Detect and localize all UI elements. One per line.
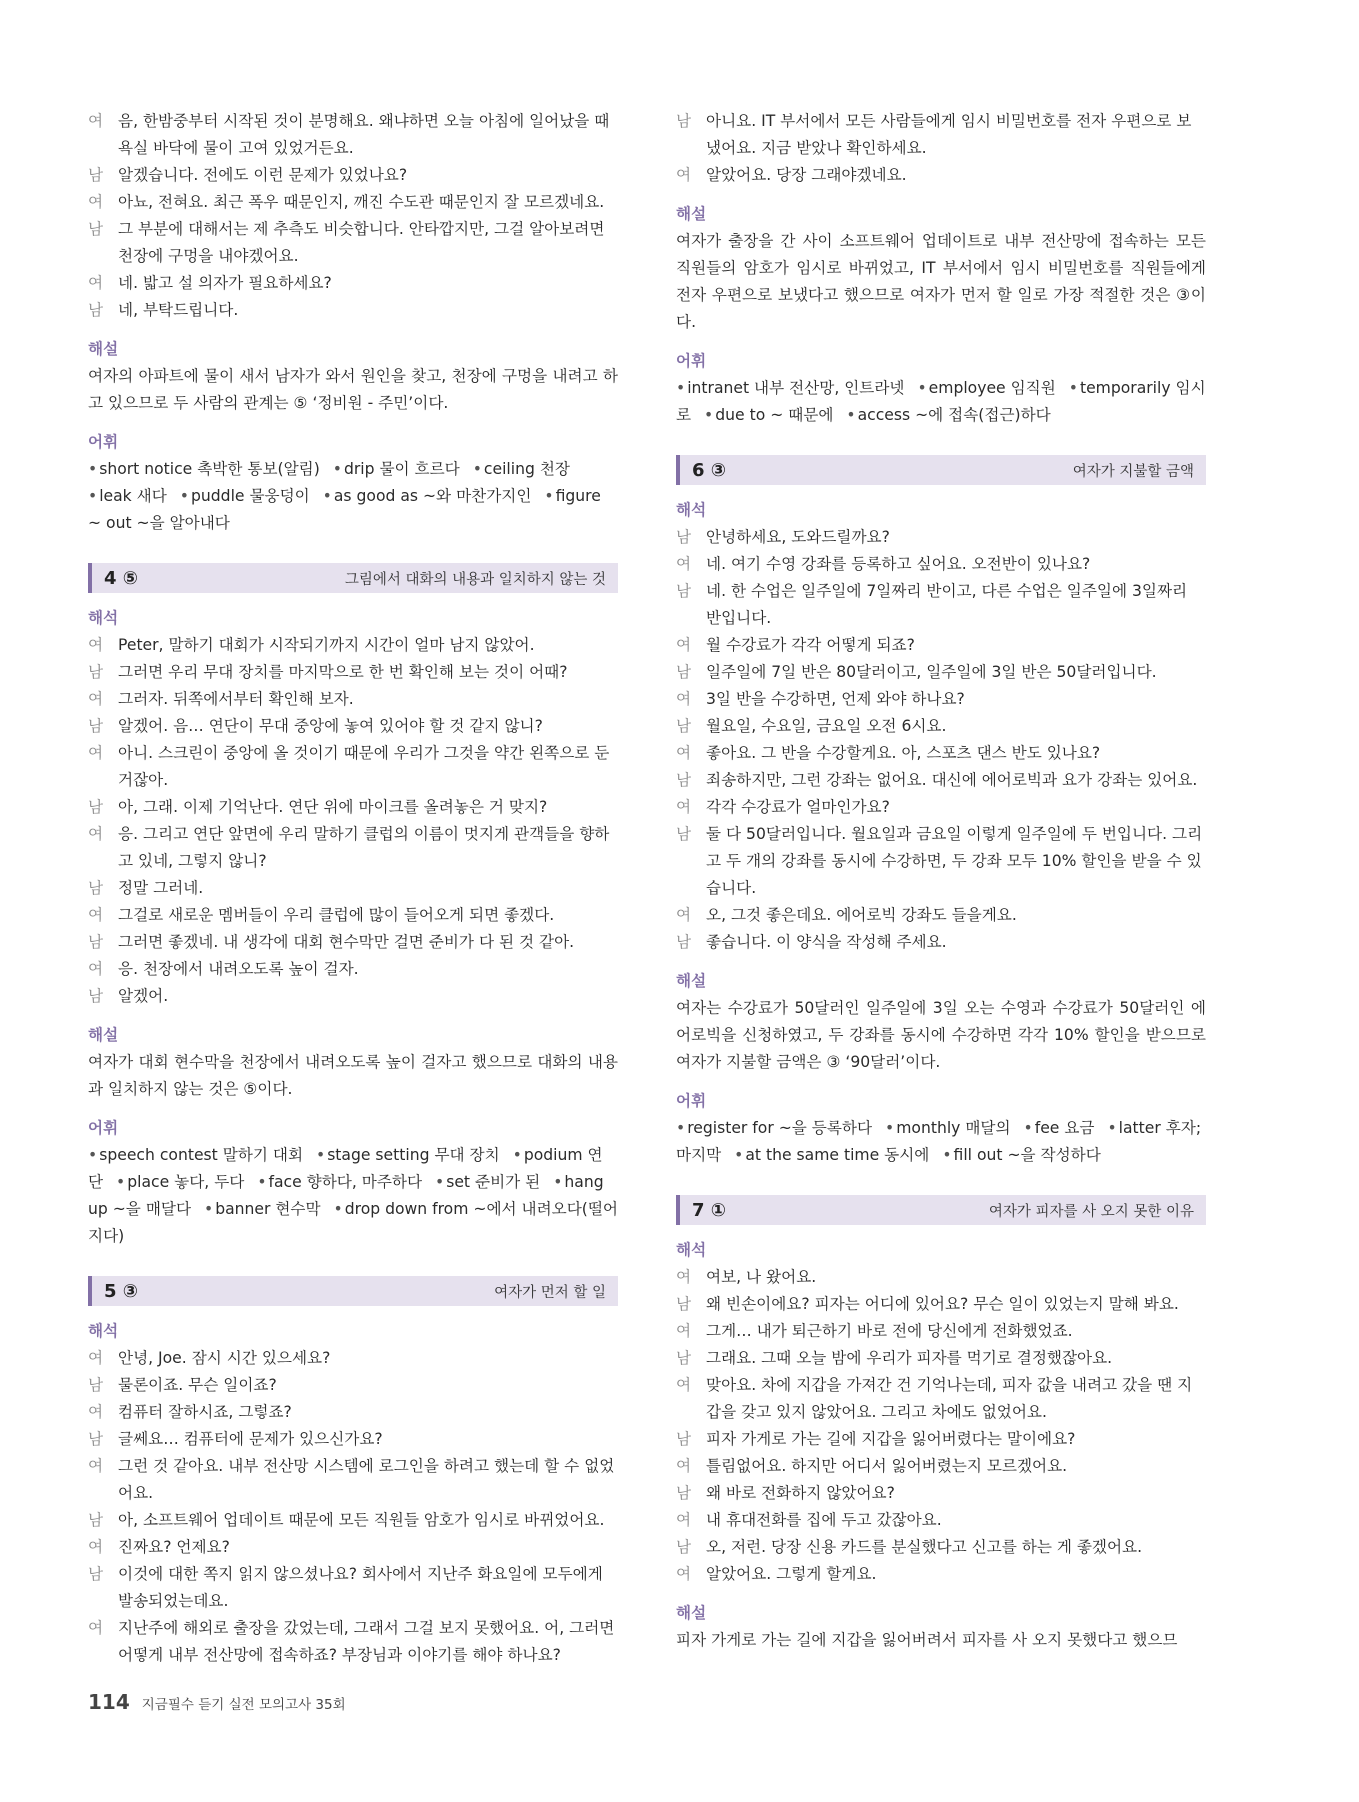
vocabulary-list — [676, 1115, 1206, 1169]
page-footer — [88, 1690, 346, 1714]
dialogue-text: 틀림없어요. 하지만 어디서 잃어버렸는지 모르겠어요. — [706, 1457, 1068, 1475]
vocab-item — [885, 1119, 1011, 1137]
dialogue-line — [676, 1426, 1206, 1453]
vocab-item — [88, 460, 320, 478]
speaker-label: 여 — [676, 1322, 692, 1340]
dialogue-text: 아니요. IT 부서에서 모든 사람들에게 임시 비밀번호를 전자 우편으로 보냈어요. 지금 받았나 확인하세요. — [706, 112, 1192, 157]
explanation-paragraph: 여자의 아파트에 물이 새서 남자가 와서 원인을 찾고, 천장에 구멍을 내려고 하고 있으므로 두 사람의 관계는 ⑤ ‘정비원 - 주민’이다. — [88, 367, 618, 412]
dialogue-line — [676, 929, 1206, 956]
dialogue-text: 둘 다 50달러입니다. 월요일과 금요일 이렇게 일주일에 두 번입니다. 그리고 두 개의 강좌를 동시에 수강하면, 두 강좌 모두 10% 할인을 받을 수 있습니다. — [706, 825, 1203, 897]
dialogue-line — [88, 659, 618, 686]
vocab-text: face 향하다, 마주하다 — [268, 1173, 423, 1191]
vocab-text: short notice 촉박한 통보(알림) — [99, 460, 320, 478]
dialogue-text: 알겠어. 음… 연단이 무대 중앙에 놓여 있어야 할 것 같지 않니? — [118, 717, 543, 735]
bullet-icon: • — [544, 487, 554, 505]
vocab-text: monthly 매달의 — [896, 1119, 1011, 1137]
dialogue-text: 정말 그러네. — [118, 879, 204, 897]
bullet-icon: • — [704, 406, 714, 424]
speaker-label: 남 — [676, 1430, 692, 1448]
dialogue-text: 네. 여기 수영 강좌를 등록하고 싶어요. 오전반이 있나요? — [706, 555, 1091, 573]
speaker-label: 남 — [676, 112, 692, 130]
speaker-label: 남 — [88, 663, 104, 681]
dialogue-text: 그런 것 같아요. 내부 전산망 시스템에 로그인을 하려고 했는데 할 수 없었어요. — [118, 1457, 615, 1502]
speaker-label: 남 — [676, 1538, 692, 1556]
vocab-item — [88, 1146, 303, 1164]
vocab-item — [257, 1173, 422, 1191]
speaker-label: 남 — [88, 717, 104, 735]
dialogue-line — [88, 270, 618, 297]
speaker-label: 여 — [676, 690, 692, 708]
dialogue-line — [676, 524, 1206, 551]
dialogue-text: 알겠어. — [118, 987, 169, 1005]
bullet-icon: • — [179, 487, 189, 505]
bullet-icon: • — [942, 1146, 952, 1164]
dialogue-line — [676, 632, 1206, 659]
question-number: 6 ③ — [692, 459, 727, 481]
section-heading: 해설 — [676, 205, 707, 223]
bullet-icon: • — [734, 1146, 744, 1164]
bullet-icon: • — [1023, 1119, 1033, 1137]
dialogue-text: 오, 그것 좋은데요. 에어로빅 강좌도 들을게요. — [706, 906, 1017, 924]
vocab-item — [734, 1146, 929, 1164]
dialogue-text: 음, 한밤중부터 시작된 것이 분명해요. 왜냐하면 오늘 아침에 일어났을 때 욕실 바닥에 물이 고여 있었거든요. — [118, 112, 610, 157]
dialogue-line — [88, 686, 618, 713]
vocab-item — [917, 379, 1055, 397]
section-heading: 어휘 — [676, 1092, 707, 1110]
vocab-text: fill out ~을 작성하다 — [953, 1146, 1101, 1164]
speaker-label: 여 — [676, 1457, 692, 1475]
dialogue-text: 오, 저런. 당장 신용 카드를 분실했다고 신고를 하는 게 좋겠어요. — [706, 1538, 1143, 1556]
dialogue-text: 각각 수강료가 얼마인가요? — [706, 798, 890, 816]
left-column — [88, 108, 618, 1669]
speaker-label: 남 — [88, 166, 104, 184]
dialogue-line — [88, 821, 618, 875]
vocab-text: banner 현수막 — [215, 1200, 321, 1218]
dialogue-line — [88, 1426, 618, 1453]
dialogue-text: 아, 소프트웨어 업데이트 때문에 모든 직원들 암호가 임시로 바뀌었어요. — [118, 1511, 605, 1529]
dialogue-line — [676, 1534, 1206, 1561]
dialogue-text: 좋습니다. 이 양식을 작성해 주세요. — [706, 933, 947, 951]
dialogue-text: 그걸로 새로운 멤버들이 우리 클럽에 많이 들어오게 되면 좋겠다. — [118, 906, 555, 924]
section-heading: 해석 — [88, 609, 119, 627]
section-heading: 해설 — [88, 1026, 119, 1044]
speaker-label: 여 — [88, 690, 104, 708]
vocab-text: podium 연단 — [88, 1146, 603, 1191]
dialogue-text: 아, 그래. 이제 기억난다. 연단 위에 마이크를 올려놓은 거 맞지? — [118, 798, 548, 816]
vocab-item — [846, 406, 1050, 424]
speaker-label: 여 — [676, 1376, 692, 1394]
vocabulary-list — [676, 375, 1206, 429]
bullet-icon: • — [315, 1146, 326, 1164]
dialogue-text: 월요일, 수요일, 금요일 오전 6시요. — [706, 717, 947, 735]
speaker-label: 남 — [676, 1484, 692, 1502]
speaker-label: 여 — [676, 1268, 692, 1286]
dialogue-text: 알았어요. 당장 그래야겠네요. — [706, 166, 907, 184]
speaker-label: 여 — [676, 798, 692, 816]
vocab-text: speech contest 말하기 대회 — [99, 1146, 304, 1164]
section-heading: 해설 — [676, 1604, 707, 1622]
vocab-item — [473, 460, 570, 478]
bullet-icon: • — [333, 1200, 343, 1218]
vocab-item — [323, 487, 532, 505]
dialogue-line — [88, 216, 618, 270]
dialogue-text: 그 부분에 대해서는 제 추측도 비슷합니다. 안타깝지만, 그걸 알아보려면 천장에 구멍을 내야겠어요. — [118, 220, 605, 265]
dialogue-text: 네. 한 수업은 일주일에 7일짜리 반이고, 다른 수업은 일주일에 3일짜리 반입니다. — [706, 582, 1188, 627]
speaker-label: 남 — [88, 301, 104, 319]
book-title: 지금필수 듣기 실전 모의고사 35회 — [141, 1697, 346, 1713]
speaker-label: 남 — [676, 717, 692, 735]
dialogue-text: 응. 그리고 연단 앞면에 우리 말하기 클럽의 이름이 멋지게 관객들을 향하고 있네, 그렇지 않니? — [118, 825, 610, 870]
dialogue-text: 응. 천장에서 내려오도록 높이 걸자. — [118, 960, 359, 978]
speaker-label: 여 — [88, 112, 104, 130]
speaker-label: 남 — [676, 1349, 692, 1367]
vocab-text: drop down from ~에서 내려오다(떨어지다) — [88, 1200, 618, 1245]
dialogue-line — [676, 162, 1206, 189]
dialogue-text: 안녕, Joe. 잠시 시간 있으세요? — [118, 1349, 331, 1367]
bullet-icon: • — [1068, 379, 1078, 397]
speaker-label: 남 — [88, 987, 104, 1005]
dialogue-text: 내 휴대전화를 집에 두고 갔잖아요. — [706, 1511, 942, 1529]
vocab-item — [88, 487, 167, 505]
vocab-text: figure ~ out ~을 알아내다 — [88, 487, 601, 532]
dialogue-text: 그러면 좋겠네. 내 생각에 대회 현수막만 걸면 준비가 다 된 것 같아. — [118, 933, 575, 951]
vocab-text: puddle 물웅덩이 — [190, 487, 310, 505]
dialogue-text: 알겠습니다. 전에도 이런 문제가 있었나요? — [118, 166, 408, 184]
bullet-icon: • — [88, 487, 98, 505]
dialogue-text: 안녕하세요, 도와드릴까요? — [706, 528, 890, 546]
bullet-icon: • — [203, 1200, 214, 1218]
question-topic: 여자가 지불할 금액 — [1072, 463, 1194, 480]
dialogue-line — [88, 713, 618, 740]
question-number: 7 ① — [692, 1199, 727, 1221]
dialogue-line — [88, 875, 618, 902]
section-heading: 어휘 — [88, 1119, 119, 1137]
vocab-text: drip 물이 흐르다 — [343, 460, 460, 478]
speaker-label: 여 — [88, 1349, 104, 1367]
dialogue-text: 이것에 대한 쪽지 읽지 않으셨나요? 회사에서 지난주 화요일에 모두에게 발송되었는데요. — [118, 1565, 603, 1610]
question-header-bar — [676, 455, 1206, 485]
bullet-icon: • — [512, 1146, 522, 1164]
vocabulary-list — [88, 1142, 618, 1250]
vocab-text: due to ~ 때문에 — [715, 406, 834, 424]
speaker-label: 여 — [88, 744, 104, 762]
dialogue-text: 진짜요? 언제요? — [118, 1538, 230, 1556]
speaker-label: 남 — [88, 1511, 104, 1529]
dialogue-text: 물론이죠. 무슨 일이죠? — [118, 1376, 277, 1394]
dialogue-text: 알았어요. 그렇게 할게요. — [706, 1565, 877, 1583]
bullet-icon: • — [472, 460, 482, 478]
dialogue-text: 아뇨, 전혀요. 최근 폭우 때문인지, 깨진 수도관 때문인지 잘 모르겠네요. — [118, 193, 605, 211]
question-topic: 여자가 피자를 사 오지 못한 이유 — [988, 1203, 1194, 1220]
question-header-bar — [676, 1195, 1206, 1225]
dialogue-line — [676, 1372, 1206, 1426]
vocab-text: as good as ~와 마찬가지인 — [333, 487, 532, 505]
dialogue-text: 피자 가게로 가는 길에 지갑을 잃어버렸다는 말이에요? — [706, 1430, 1076, 1448]
dialogue-text: 그러자. 뒤쪽에서부터 확인해 보자. — [118, 690, 354, 708]
dialogue-text: 글쎄요… 컴퓨터에 문제가 있으신가요? — [118, 1430, 383, 1448]
dialogue-line — [88, 983, 618, 1010]
dialogue-line — [88, 1372, 618, 1399]
dialogue-line — [88, 1615, 618, 1669]
dialogue-text: Peter, 말하기 대회가 시작되기까지 시간이 얼마 남지 않았어. — [118, 636, 535, 654]
vocab-item — [676, 379, 905, 397]
bullet-icon: • — [676, 379, 686, 397]
speaker-label: 여 — [88, 960, 104, 978]
section-heading: 해석 — [88, 1322, 119, 1340]
right-column — [676, 108, 1206, 1654]
vocab-item — [1024, 1119, 1095, 1137]
speaker-label: 남 — [676, 528, 692, 546]
question-topic: 그림에서 대화의 내용과 일치하지 않는 것 — [344, 571, 606, 588]
dialogue-line — [88, 1534, 618, 1561]
speaker-label: 여 — [88, 1619, 104, 1637]
dialogue-line — [88, 956, 618, 983]
speaker-label: 남 — [88, 1376, 104, 1394]
question-number: 5 ③ — [104, 1280, 139, 1302]
dialogue-text: 그러면 우리 무대 장치를 마지막으로 한 번 확인해 보는 것이 어때? — [118, 663, 568, 681]
speaker-label: 여 — [676, 555, 692, 573]
dialogue-line — [676, 1480, 1206, 1507]
dialogue-line — [676, 1291, 1206, 1318]
vocab-text: place 놓다, 두다 — [127, 1173, 245, 1191]
section-heading: 해석 — [676, 501, 707, 519]
dialogue-line — [676, 1561, 1206, 1588]
speaker-label: 여 — [88, 193, 104, 211]
question-header-bar — [88, 1276, 618, 1306]
speaker-label: 남 — [676, 1295, 692, 1313]
dialogue-line — [676, 108, 1206, 162]
vocab-item — [180, 487, 310, 505]
dialogue-text: 아니. 스크린이 중앙에 올 것이기 때문에 우리가 그것을 약간 왼쪽으로 둔 거잖아. — [118, 744, 610, 789]
dialogue-line — [676, 713, 1206, 740]
dialogue-line — [676, 1345, 1206, 1372]
dialogue-text: 왜 빈손이에요? 피자는 어디에 있어요? 무슨 일이 있었는지 말해 봐요. — [706, 1295, 1179, 1313]
vocab-item — [676, 1119, 872, 1137]
vocab-text: hang up ~을 매달다 — [88, 1173, 604, 1218]
dialogue-text: 그게… 내가 퇴근하기 바로 전에 당신에게 전화했었죠. — [706, 1322, 1073, 1340]
dialogue-text: 월 수강료가 각각 어떻게 되죠? — [706, 636, 915, 654]
vocab-text: latter 후자; 마지막 — [676, 1119, 1202, 1164]
explanation-paragraph: 피자 가게로 가는 길에 지갑을 잃어버려서 피자를 사 오지 못했다고 했으므 — [676, 1631, 1178, 1649]
dialogue-text: 죄송하지만, 그런 강좌는 없어요. 대신에 에어로빅과 요가 강좌는 있어요. — [706, 771, 1198, 789]
vocab-text: temporarily 임시로 — [676, 379, 1206, 424]
speaker-label: 여 — [676, 1565, 692, 1583]
dialogue-text: 여보, 나 왔어요. — [706, 1268, 817, 1286]
bullet-icon: • — [88, 1146, 98, 1164]
speaker-label: 남 — [88, 798, 104, 816]
speaker-label: 여 — [676, 1511, 692, 1529]
dialogue-line — [88, 1453, 618, 1507]
dialogue-line — [88, 297, 618, 324]
speaker-label: 여 — [88, 825, 104, 843]
dialogue-text: 일주일에 7일 반은 80달러이고, 일주일에 3일 반은 50달러입니다. — [706, 663, 1157, 681]
bullet-icon: • — [116, 1173, 126, 1191]
question-number: 4 ⑤ — [104, 567, 139, 589]
dialogue-text: 컴퓨터 잘하시죠, 그렇죠? — [118, 1403, 292, 1421]
vocab-item — [116, 1173, 244, 1191]
dialogue-line — [676, 686, 1206, 713]
page-number: 114 — [88, 1690, 130, 1714]
vocab-text: stage setting 무대 장치 — [327, 1146, 500, 1164]
bullet-icon: • — [435, 1173, 445, 1191]
vocab-item — [704, 406, 833, 424]
dialogue-line — [88, 1399, 618, 1426]
vocab-text: set 준비가 된 — [446, 1173, 541, 1191]
vocab-item — [333, 460, 460, 478]
speaker-label: 남 — [88, 933, 104, 951]
dialogue-text: 네. 밟고 설 의자가 필요하세요? — [118, 274, 332, 292]
dialogue-line — [88, 1345, 618, 1372]
dialogue-line — [676, 1264, 1206, 1291]
dialogue-line — [88, 740, 618, 794]
vocab-text: intranet 내부 전산망, 인트라넷 — [687, 379, 905, 397]
bullet-icon: • — [1107, 1119, 1117, 1137]
speaker-label: 여 — [88, 906, 104, 924]
vocab-item — [942, 1146, 1100, 1164]
speaker-label: 여 — [88, 1538, 104, 1556]
dialogue-line — [676, 767, 1206, 794]
dialogue-line — [88, 108, 618, 162]
dialogue-text: 좋아요. 그 반을 수강할게요. 아, 스포츠 댄스 반도 있나요? — [706, 744, 1101, 762]
vocab-text: fee 요금 — [1034, 1119, 1095, 1137]
speaker-label: 남 — [676, 933, 692, 951]
explanation-paragraph: 여자가 출장을 간 사이 소프트웨어 업데이트로 내부 전산망에 접속하는 모든 직원들의 암호가 임시로 바뀌었고, IT 부서에서 임시 비밀번호를 직원들에게 전자 우편으로 보냈다고 했으므로 여자가 먼저 할 일로 가장 적절한 것은 ③이다. — [676, 232, 1206, 331]
speaker-label: 남 — [676, 825, 692, 843]
vocab-text: access ~에 접속(접근)하다 — [857, 406, 1051, 424]
speaker-label: 여 — [88, 1457, 104, 1475]
speaker-label: 남 — [676, 663, 692, 681]
vocab-item — [204, 1200, 321, 1218]
speaker-label: 남 — [676, 582, 692, 600]
dialogue-line — [88, 1507, 618, 1534]
vocab-text: leak 새다 — [99, 487, 167, 505]
dialogue-line — [676, 578, 1206, 632]
dialogue-text: 그래요. 그때 오늘 밤에 우리가 피자를 먹기로 결정했잖아요. — [706, 1349, 1113, 1367]
dialogue-line — [88, 162, 618, 189]
dialogue-line — [88, 929, 618, 956]
dialogue-text: 네, 부탁드립니다. — [118, 301, 239, 319]
dialogue-line — [88, 1561, 618, 1615]
speaker-label: 여 — [88, 1403, 104, 1421]
vocab-text: employee 임직원 — [928, 379, 1056, 397]
dialogue-line — [676, 740, 1206, 767]
speaker-label: 남 — [88, 879, 104, 897]
bullet-icon: • — [322, 487, 332, 505]
question-header-bar — [88, 563, 618, 593]
explanation-paragraph: 여자는 수강료가 50달러인 일주일에 3일 오는 수영과 수강료가 50달러인 에어로빅을 신청하였고, 두 강좌를 동시에 수강하면 각각 10% 할인을 받으므로 여자가 지불할 금액은 ③ ‘90달러’이다. — [676, 999, 1206, 1071]
speaker-label: 여 — [676, 636, 692, 654]
dialogue-line — [676, 902, 1206, 929]
speaker-label: 여 — [676, 744, 692, 762]
speaker-label: 남 — [88, 220, 104, 238]
speaker-label: 남 — [88, 1565, 104, 1583]
speaker-label: 여 — [676, 166, 692, 184]
dialogue-text: 지난주에 해외로 출장을 갔었는데, 그래서 그걸 보지 못했어요. 어, 그러면 어떻게 내부 전산망에 접속하죠? 부장님과 이야기를 해야 하나요? — [118, 1619, 615, 1664]
dialogue-line — [676, 1318, 1206, 1345]
vocab-text: at the same time 동시에 — [745, 1146, 930, 1164]
speaker-label: 여 — [676, 906, 692, 924]
vocab-item — [435, 1173, 540, 1191]
bullet-icon: • — [676, 1119, 686, 1137]
dialogue-line — [88, 902, 618, 929]
vocab-text: ceiling 천장 — [483, 460, 570, 478]
bullet-icon: • — [846, 406, 856, 424]
bullet-icon: • — [88, 460, 98, 478]
bullet-icon: • — [885, 1119, 895, 1137]
speaker-label: 여 — [88, 636, 104, 654]
question-topic: 여자가 먼저 할 일 — [494, 1284, 606, 1301]
dialogue-line — [676, 659, 1206, 686]
dialogue-text: 맞아요. 차에 지갑을 가져간 건 기억나는데, 피자 값을 내려고 갔을 땐 지갑을 갖고 있지 않았어요. 그리고 차에도 없었어요. — [706, 1376, 1193, 1421]
dialogue-text: 왜 바로 전화하지 않았어요? — [706, 1484, 895, 1502]
dialogue-text: 3일 반을 수강하면, 언제 와야 하나요? — [706, 690, 965, 708]
dialogue-line — [676, 551, 1206, 578]
explanation-paragraph: 여자가 대회 현수막을 천장에서 내려오도록 높이 걸자고 했으므로 대화의 내용과 일치하지 않는 것은 ⑤이다. — [88, 1053, 618, 1098]
speaker-label: 여 — [88, 274, 104, 292]
bullet-icon: • — [257, 1173, 267, 1191]
dialogue-line — [676, 1507, 1206, 1534]
vocab-item — [316, 1146, 500, 1164]
section-heading: 해설 — [676, 972, 707, 990]
bullet-icon: • — [332, 460, 342, 478]
section-heading: 어휘 — [676, 352, 707, 370]
bullet-icon: • — [553, 1173, 563, 1191]
bullet-icon: • — [917, 379, 927, 397]
dialogue-line — [88, 794, 618, 821]
speaker-label: 남 — [88, 1430, 104, 1448]
section-heading: 어휘 — [88, 433, 119, 451]
section-heading: 해석 — [676, 1241, 707, 1259]
section-heading: 해설 — [88, 340, 119, 358]
vocab-text: register for ~을 등록하다 — [687, 1119, 873, 1137]
dialogue-line — [676, 821, 1206, 902]
dialogue-line — [676, 794, 1206, 821]
dialogue-line — [88, 189, 618, 216]
dialogue-line — [88, 632, 618, 659]
speaker-label: 남 — [676, 771, 692, 789]
vocabulary-list — [88, 456, 618, 537]
dialogue-line — [676, 1453, 1206, 1480]
